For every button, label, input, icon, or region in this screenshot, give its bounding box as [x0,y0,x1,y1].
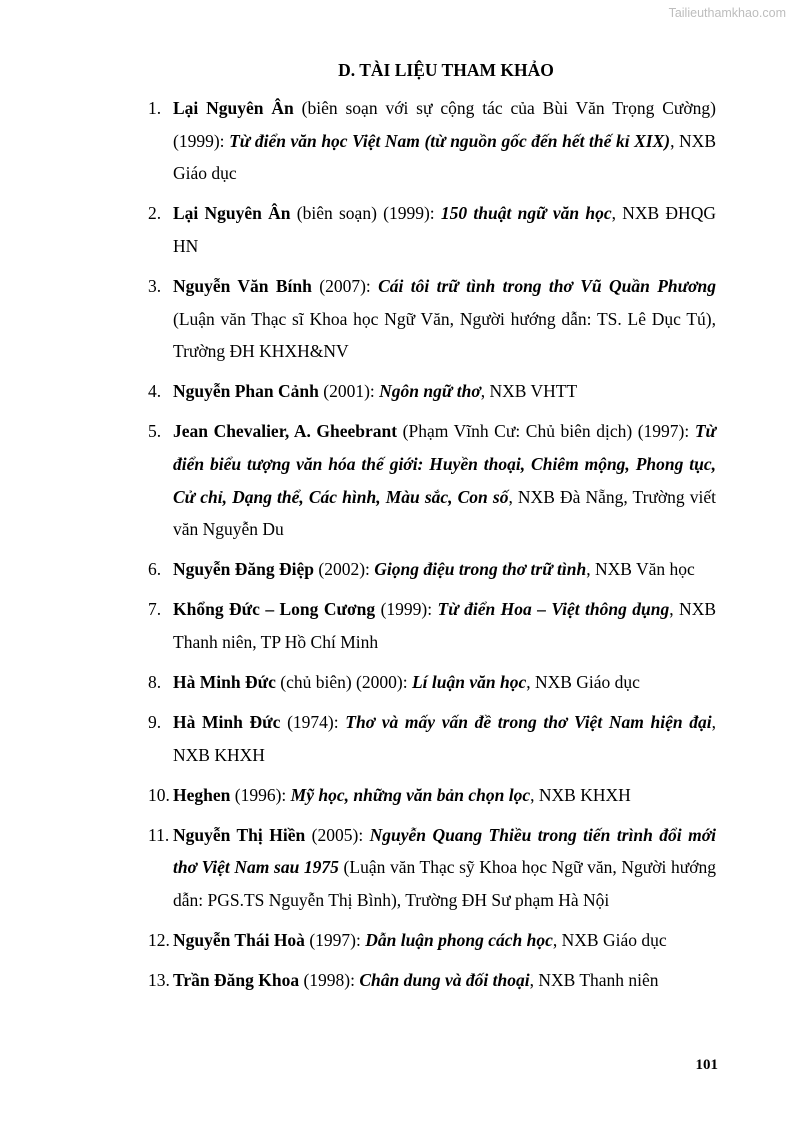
reference-item [148,819,716,917]
reference-number: 7. [148,599,162,620]
reference-title: Chân dung và đối thoại [359,970,530,991]
reference-item [148,197,716,262]
reference-detail: , NXB Đà Nẵng, Trường viết văn Nguyễn Du [173,486,717,540]
reference-title: Giọng điệu trong thơ trữ tình [374,559,587,580]
reference-title: Nguyễn Quang Thiều trong tiến trình đổi mới thơ Việt Nam sau 1975 [173,824,716,878]
reference-detail: (1999): [375,599,438,620]
reference-detail: (Luận văn Thạc sỹ Khoa học Ngữ văn, Người hướng dẫn: PGS.TS Nguyễn Thị Bình), Trường ĐH Sư phạm Hà Nội [173,857,717,911]
reference-detail: , NXB KHXH [530,784,631,805]
reference-author: Heghen [173,784,231,805]
reference-detail: (Luận văn Thạc sĩ Khoa học Ngữ Văn, Người hướng dẫn: TS. Lê Dục Tú), Trường ĐH KHXH&NV [173,308,716,362]
reference-detail: (chủ biên) (2000): [275,672,412,692]
reference-text [173,924,716,957]
page-number: 101 [695,1057,718,1073]
reference-number: 4. [148,381,162,402]
reference-author: Jean Chevalier, A. Gheebrant [173,421,398,442]
reference-text [173,666,716,699]
reference-detail: (1996): [230,784,291,805]
reference-text [173,415,716,545]
reference-detail: (2001): [318,381,380,402]
reference-detail: (2005): [305,824,370,845]
reference-detail: , NXB KHXH [173,712,716,765]
reference-detail: (2007): [311,275,379,296]
reference-author: Nguyễn Thái Hoà [173,930,305,951]
reference-author: Khổng Đức – Long Cương [173,599,376,620]
reference-detail: , NXB Giáo dục [173,130,716,184]
reference-number: 13. [148,970,170,991]
reference-detail: (1997): [304,930,366,951]
reference-detail: (2002): [314,559,375,580]
reference-text [173,593,716,658]
reference-detail: , NXB Giáo dục [552,930,667,951]
reference-author: Nguyễn Thị Hiền [173,824,306,845]
reference-author: Lại Nguyên Ân [173,98,294,118]
reference-item [148,593,716,658]
reference-item [148,964,716,997]
reference-number: 8. [148,672,162,692]
reference-author: Trần Đăng Khoa [173,970,300,991]
reference-detail: , NXB VHTT [480,381,578,402]
reference-number: 5. [148,421,162,442]
reference-detail: , NXB Văn học [586,559,695,580]
reference-author: Hà Minh Đức [173,712,281,733]
reference-detail: (biên soạn) (1999): [290,203,441,224]
reference-text [173,964,716,997]
reference-detail: (biên soạn với sự cộng tác của Bùi Văn Trọng Cường) (1999): [173,98,716,151]
reference-number: 9. [148,712,162,733]
reference-title: Từ điển biểu tượng văn hóa thế giới: Huyền thoại, Chiêm mộng, Phong tục, Cử chỉ, Dạng thể, Các hình, Màu sắc, Con số [173,421,716,507]
reference-author: Lại Nguyên Ân [173,203,291,224]
reference-detail: , NXB Thanh niên, TP Hồ Chí Minh [173,599,716,652]
watermark-text: Tailieuthamkhao.com [668,6,786,20]
reference-item [148,375,716,408]
reference-detail: (1974): [280,712,346,733]
reference-text [173,375,716,408]
reference-author: Nguyễn Văn Bính [173,275,312,296]
reference-title: Ngôn ngữ thơ [379,381,481,402]
reference-item [148,924,716,957]
reference-item [148,706,716,771]
reference-number: 2. [148,203,162,224]
reference-item [148,92,716,190]
reference-title: Cái tôi trữ tình trong thơ Vũ Quần Phương [378,275,716,296]
reference-text [173,270,716,368]
page-heading: D. TÀI LIỆU THAM KHẢO [338,60,554,80]
reference-title: Từ điển Hoa – Việt thông dụng [437,599,670,620]
reference-text [173,706,716,771]
reference-detail: (Phạm Vĩnh Cư: Chủ biên dịch) (1997): [397,421,695,442]
reference-title: 150 thuật ngữ văn học [440,203,612,224]
reference-title: Từ điển văn học Việt Nam (từ nguồn gốc đến hết thế kỉ XIX) [229,130,671,151]
reference-detail: , NXB Thanh niên [529,970,659,991]
reference-text [173,819,716,917]
reference-title: Mỹ học, những văn bản chọn lọc [290,784,531,805]
reference-number: 12. [148,930,170,951]
reference-item [148,270,716,368]
reference-number: 1. [148,98,162,118]
reference-text [173,779,716,812]
reference-detail: , NXB ĐHQG HN [173,203,716,256]
reference-author: Hà Minh Đức [173,672,276,692]
reference-title: Lí luận văn học [411,672,527,692]
reference-item [148,666,716,699]
reference-number: 10. [148,784,170,805]
reference-item [148,779,716,812]
reference-title: Thơ và mấy vấn đề trong thơ Việt Nam hiện đại [345,712,712,733]
reference-text [173,92,716,190]
reference-author: Nguyễn Phan Cảnh [173,381,319,402]
reference-item [148,553,716,586]
reference-number: 3. [148,275,162,296]
reference-detail: (1998): [299,970,360,991]
reference-text [173,553,716,586]
reference-list [148,92,716,1004]
reference-detail: , NXB Giáo dục [526,672,640,692]
reference-text [173,197,716,262]
reference-author: Nguyễn Đăng Điệp [173,559,314,580]
reference-number: 11. [148,824,170,845]
reference-item [148,415,716,545]
reference-title: Dẫn luận phong cách học [365,930,553,951]
reference-number: 6. [148,559,162,580]
